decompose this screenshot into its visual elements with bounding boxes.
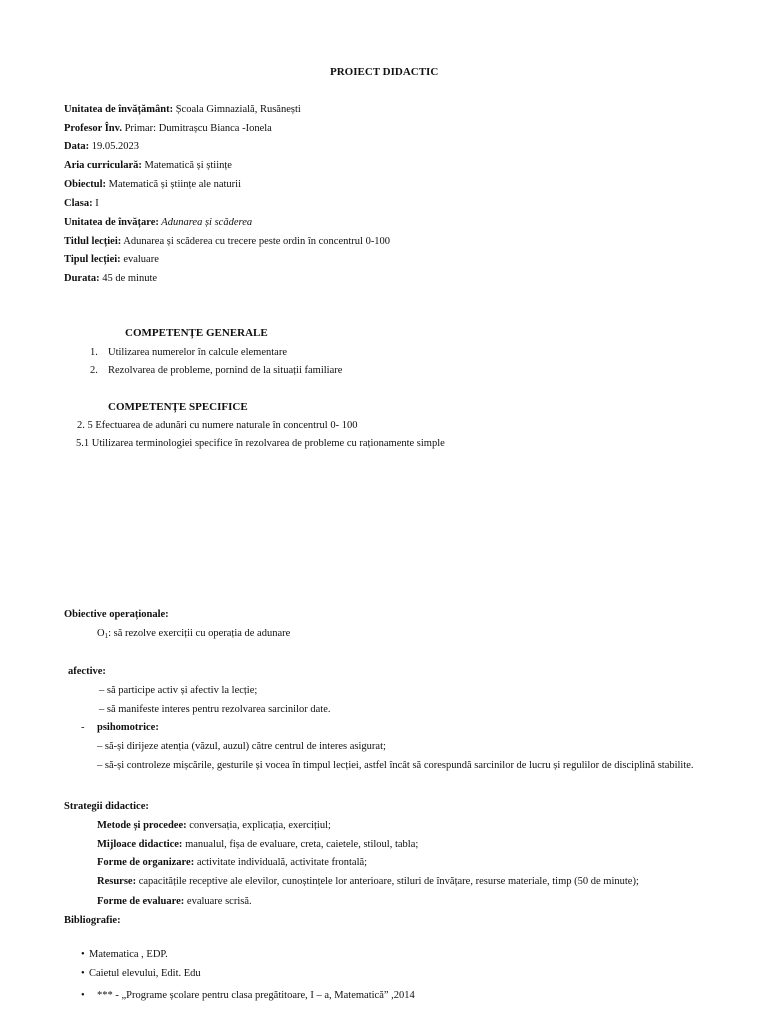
header-value: Matematică și științe ale naturii xyxy=(106,179,241,190)
header-label: Tipul lecției: xyxy=(64,254,121,265)
header-label: Obiectul: xyxy=(64,179,106,190)
strategii-heading xyxy=(64,800,149,813)
header-value: Adunarea și scăderea cu trecere peste ordin în concentrul 0-100 xyxy=(121,236,391,247)
objective-subscript: 1 xyxy=(104,632,109,640)
list-item xyxy=(90,346,98,359)
obiective-heading xyxy=(64,608,169,621)
strategie-value: manualul, fișa de evaluare, creta, caietele, stiloul, tabla; xyxy=(182,839,419,850)
bullet-icon: • xyxy=(81,949,85,960)
strategie-value: capacitățile receptive ale elevilor, cunoștințele lor anterioare, stiluri de învățare, resurse materiale, timp (50 de minute); xyxy=(136,876,639,887)
strategie-label: Forme de organizare: xyxy=(97,857,195,868)
header-label: Unitatea de învățământ: xyxy=(64,104,174,115)
list-item: Matematica , EDP. xyxy=(89,949,168,960)
strategie-item xyxy=(97,895,252,908)
list-item-text: Utilizarea numerelor în calcule elementare xyxy=(108,347,287,358)
header-obiectul xyxy=(64,178,241,191)
psihomotrice-heading xyxy=(97,721,159,734)
strategie-item xyxy=(97,875,639,888)
bibliografie-heading-text: Bibliografie: xyxy=(64,915,121,926)
bullet-icon: • xyxy=(81,990,85,1001)
header-label: Profesor Înv. xyxy=(64,123,122,134)
header-value: Școala Gimnazială, Rusănești xyxy=(173,104,301,115)
list-item: – să-și controleze mișcările, gesturile și vocea în timpul lecției, astfel încât să corespundă sarcinilor de lucru și regulilor de disciplină stabilite. xyxy=(97,760,694,771)
competente-generale-heading: COMPETENȚE GENERALE xyxy=(125,327,268,339)
header-value: Matematică și științe xyxy=(141,160,232,171)
header-value: Primar: Dumitrașcu Bianca -Ionela xyxy=(121,123,272,134)
list-number: 1. xyxy=(90,347,98,358)
header-value: evaluare xyxy=(120,254,159,265)
strategie-label: Resurse: xyxy=(97,876,137,887)
header-label: Durata: xyxy=(64,273,100,284)
list-number: 2. xyxy=(90,365,98,376)
strategii-heading-text: Strategii didactice: xyxy=(64,801,149,812)
afective-heading-text: afective: xyxy=(68,666,106,677)
header-label: Unitatea de învățare: xyxy=(64,217,159,228)
objective-o1 xyxy=(97,627,290,643)
header-durata xyxy=(64,272,157,285)
header-value: Adunarea și scăderea xyxy=(158,217,253,228)
list-item xyxy=(90,364,98,377)
list-item: – să manifeste interes pentru rezolvarea sarcinilor date. xyxy=(99,704,331,715)
list-item: 2. 5 Efectuarea de adunări cu numere naturale în concentrul 0- 100 xyxy=(77,420,358,431)
header-unitate xyxy=(64,103,301,116)
strategie-item xyxy=(97,856,367,869)
header-data xyxy=(64,140,139,153)
strategie-label: Forme de evaluare: xyxy=(97,896,185,907)
header-titlul xyxy=(64,235,390,248)
afective-heading xyxy=(68,665,106,678)
header-label: Titlul lecției: xyxy=(64,236,122,247)
header-label: Data: xyxy=(64,141,90,152)
header-tipul xyxy=(64,253,159,266)
strategie-label: Metode și procedee: xyxy=(97,820,187,831)
strategie-item xyxy=(97,819,331,832)
strategie-label: Mijloace didactice: xyxy=(97,839,183,850)
header-clasa xyxy=(64,197,99,210)
psihomotrice-heading-text: psihomotrice: xyxy=(97,722,159,733)
list-item: – să-și dirijeze atenția (văzul, auzul) către centrul de interes asigurat; xyxy=(97,741,386,752)
psiho-dash: - xyxy=(81,722,85,733)
list-item: Caietul elevului, Edit. Edu xyxy=(89,968,201,979)
list-item: *** - „Programe școlare pentru clasa pregătitoare, I – a, Matematică” ,2014 xyxy=(97,990,415,1001)
header-unitate-invatare xyxy=(64,216,252,229)
list-item: – să participe activ și afectiv la lecție; xyxy=(99,685,258,696)
header-value: 45 de minute xyxy=(99,273,158,284)
objective-label: O xyxy=(97,628,105,639)
strategie-value: activitate individuală, activitate frontală; xyxy=(194,857,368,868)
header-value: 19.05.2023 xyxy=(89,141,139,152)
list-item-text: Rezolvarea de probleme, pornind de la situații familiare xyxy=(108,365,343,376)
header-aria xyxy=(64,159,232,172)
list-item: 5.1 Utilizarea terminologiei specifice în rezolvarea de probleme cu raționamente simple xyxy=(76,438,445,449)
header-profesor xyxy=(64,122,272,135)
competente-specifice-heading: COMPETENȚE SPECIFICE xyxy=(108,401,248,413)
objective-text: : să rezolve exerciții cu operația de adunare xyxy=(108,628,291,639)
bullet-icon: • xyxy=(81,968,85,979)
strategie-value: conversația, explicația, exercițiul; xyxy=(186,820,331,831)
document-title: PROIECT DIDACTIC xyxy=(330,66,439,78)
header-label: Clasa: xyxy=(64,198,93,209)
header-label: Aria curriculară: xyxy=(64,160,142,171)
strategie-item xyxy=(97,838,418,851)
strategie-value: evaluare scrisă. xyxy=(184,896,252,907)
header-value: I xyxy=(92,198,99,209)
obiective-heading-text: Obiective operaționale: xyxy=(64,609,169,620)
bibliografie-heading xyxy=(64,914,121,927)
